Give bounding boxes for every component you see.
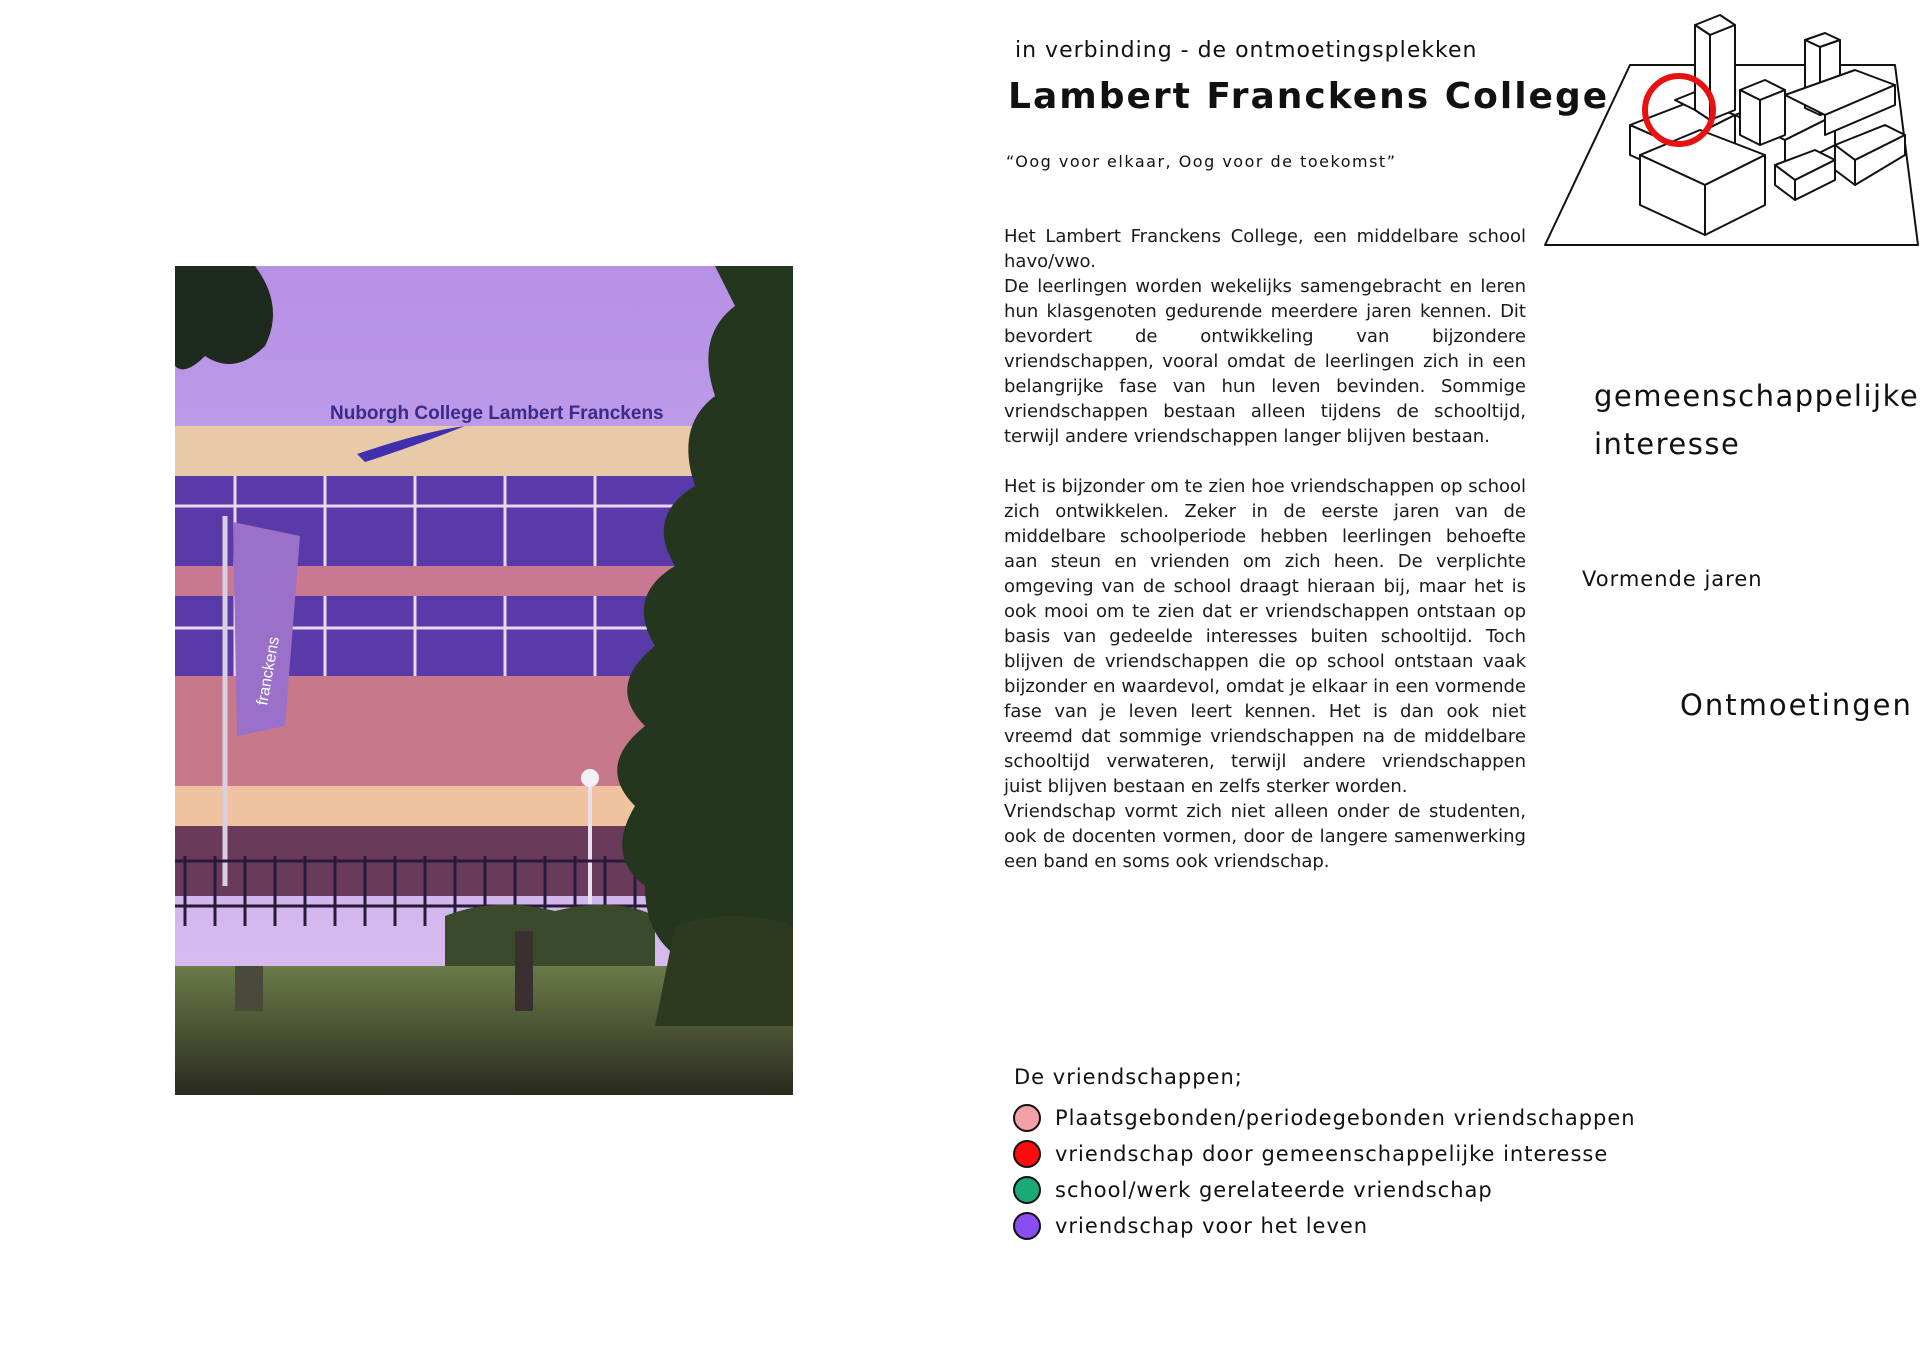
paragraph-3: Het is bijzonder om te zien hoe vriendschappen op school zich ontwikkelen. Zeker in de eerste jaren van de middelbare schoolperiode hebben leerlingen behoefte aan steun en vrienden om zich heen. De verplichte omgeving van de school draagt hieraan bij, maar het is ook mooi om te zien dat er vriendschappen ontstaan op basis van gedeelde interesses buiten schooltijd. Toch blijven de vriendschappen die op school ontstaan vaak bijzonder en waardevol, omdat je elkaar in een vormende fase van je leven leert kennen. Het is dan ook niet vreemd dat sommige vriendschappen na de middelbare schooltijd verwateren, terwijl andere vriendschappen juist blijven bestaan en zelfs sterker worden.: [1004, 476, 1526, 797]
legend: [1013, 1100, 1636, 1244]
side-note-shared-interest: [1594, 372, 1919, 468]
legend-label: vriendschap voor het leven: [1055, 1214, 1369, 1238]
legend-label: vriendschap door gemeenschappelijke interesse: [1055, 1142, 1609, 1166]
section-kicker: in verbinding - de ontmoetingsplekken: [1015, 38, 1478, 63]
shrub-right: [655, 916, 793, 1026]
paragraph-1: Het Lambert Franckens College, een middelbare school havo/vwo.: [1004, 226, 1526, 272]
school-motto: “Oog voor elkaar, Oog voor de toekomst”: [1006, 152, 1397, 171]
legend-item: [1013, 1208, 1636, 1244]
legend-dot-purple: [1013, 1212, 1041, 1240]
bollard: [235, 966, 263, 1011]
side-note-line-2: interesse: [1594, 427, 1741, 461]
legend-item: [1013, 1100, 1636, 1136]
legend-title: De vriendschappen;: [1014, 1065, 1243, 1089]
lamp: [581, 769, 599, 787]
side-note-encounters: Ontmoetingen: [1680, 688, 1913, 722]
flag-text: franckens: [254, 635, 283, 707]
side-note-formative-years: Vormende jaren: [1582, 567, 1763, 591]
legend-label: school/werk gerelateerde vriendschap: [1055, 1178, 1493, 1202]
page-title: Lambert Franckens College: [1008, 76, 1610, 117]
paragraph-2: De leerlingen worden wekelijks samengebracht en leren hun klasgenoten gedurende meerdere jaren kennen. Dit bevordert de ontwikkeling van bijzondere vriendschappen, vooral omdat de leerlingen zich in een belangrijke fase van hun leven bevinden. Sommige vriendschappen bestaan alleen tijdens de schooltijd, terwijl andere vriendschappen langer blijven bestaan.: [1004, 276, 1526, 447]
paragraph-4: Vriendschap vormt zich niet alleen onder de studenten, ook de docenten vormen, door de langere samenwerking een band en soms ook vriendschap.: [1004, 801, 1526, 872]
legend-label: Plaatsgebonden/periodegebonden vriendschappen: [1055, 1106, 1636, 1130]
legend-item: [1013, 1136, 1636, 1172]
legend-dot-pink: [1013, 1104, 1041, 1132]
building-sign: Nuborgh College Lambert Franckens: [330, 403, 664, 424]
legend-dot-red: [1013, 1140, 1041, 1168]
body-text: [1004, 224, 1526, 899]
legend-item: [1013, 1172, 1636, 1208]
legend-dot-green: [1013, 1176, 1041, 1204]
post: [515, 931, 533, 1011]
isometric-city-diagram: [1535, 5, 1920, 260]
school-photo: [175, 266, 793, 1095]
side-note-line-1: gemeenschappelijke: [1594, 379, 1920, 413]
